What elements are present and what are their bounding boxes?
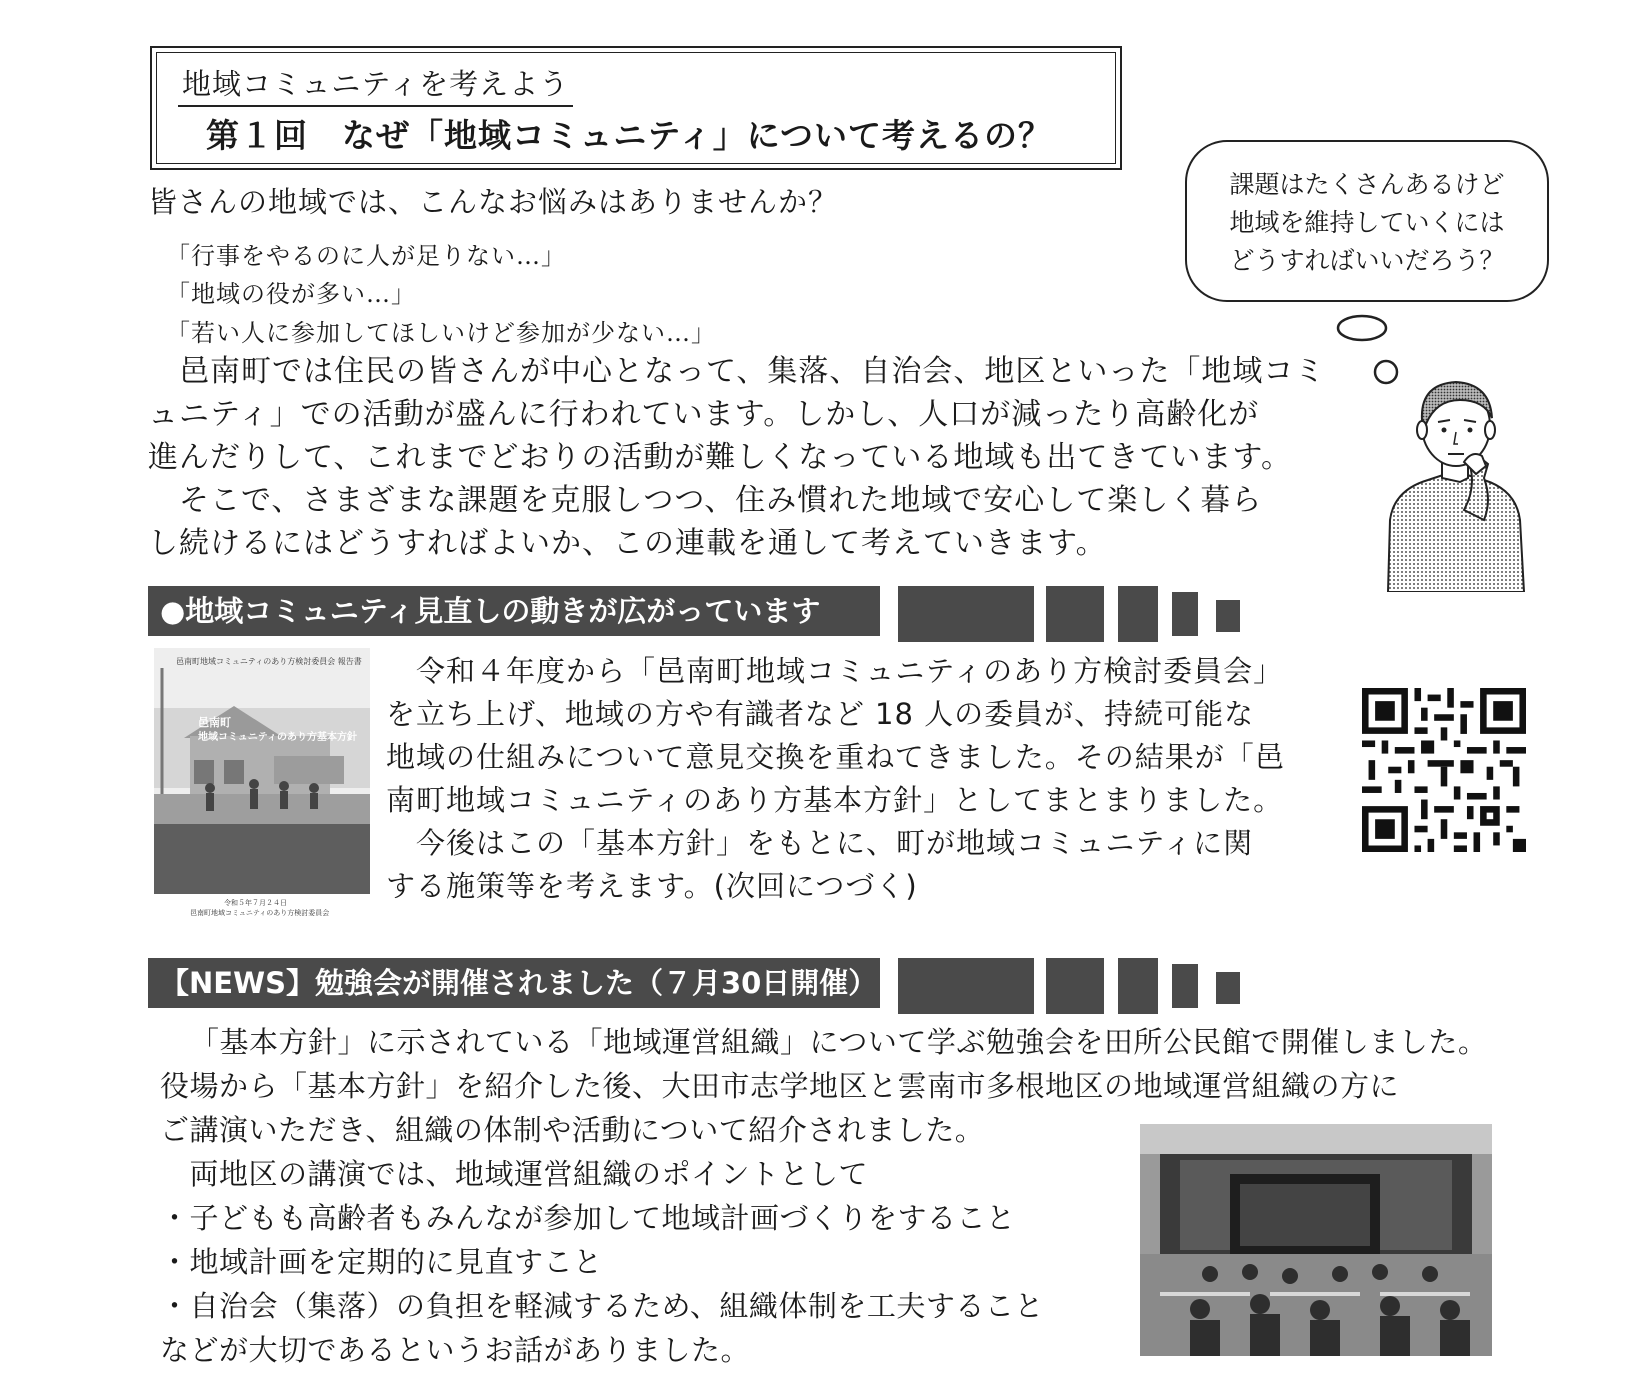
cover-title-line2: 地域コミュニティのあり方基本方針 xyxy=(198,732,357,743)
worry-quote: 「行事をやるのに人が足りない…」 xyxy=(166,242,566,270)
series-title: 地域コミュニティを考えよう xyxy=(178,62,573,107)
body-line: 地域の仕組みについて意見交換を重ねてきました。その結果が「邑 xyxy=(386,740,1285,774)
body-line: 両地区の講演では、地域運営組織のポイントとして xyxy=(160,1157,869,1191)
body-line: 「基本方針」に示されている「地域運営組織」について学ぶ勉強会を田所公民館で開催しました。 xyxy=(190,1025,1488,1059)
study-session-photo xyxy=(1140,1124,1492,1356)
bubble-line: 地域を維持していくには xyxy=(1229,208,1505,237)
bullet-item: ・子どもも高齢者もみんなが参加して地域計画づくりをすること xyxy=(160,1201,1016,1235)
bullet-item: ・自治会（集落）の負担を軽減するため、組織体制を工夫すること xyxy=(160,1289,1044,1323)
decor-block xyxy=(1118,586,1158,642)
body-line: ュニティ」での活動が盛んに行われています。しかし、人口が減ったり高齢化が xyxy=(148,397,1260,432)
body-line: する施策等を考えます。(次回につづく) xyxy=(386,869,918,903)
body-line: 令和４年度から「邑南町地域コミュニティのあり方検討委員会」 xyxy=(386,654,1284,688)
body-line: 今後はこの「基本方針」をもとに、町が地域コミュニティに関 xyxy=(386,826,1254,860)
section1-body xyxy=(386,650,1285,908)
thinking-man-illustration xyxy=(1380,370,1530,592)
decor-block xyxy=(1172,964,1198,1008)
worry-quote: 「若い人に参加してほしいけど参加が少ない…」 xyxy=(166,319,716,347)
section-heading: ●地域コミュニティ見直しの動きが広がっています xyxy=(148,586,880,636)
decor-block xyxy=(1046,958,1104,1014)
cover-date: 令和５年７月２４日 xyxy=(224,899,287,907)
decor-block xyxy=(898,586,1034,642)
decor-block xyxy=(1172,592,1198,636)
body-line: ご講演いただき、組織の体制や活動について紹介されました。 xyxy=(160,1113,985,1147)
thought-bubble xyxy=(1185,140,1549,302)
body-line: 役場から「基本方針」を紹介した後、大田市志学地区と雲南市多根地区の地域運営組織の方に xyxy=(160,1069,1400,1103)
intro-lead: 皆さんの地域では、こんなお悩みはありませんか？ xyxy=(148,185,839,219)
body-line: を立ち上げ、地域の方や有識者など 18 人の委員が、持続可能な xyxy=(386,697,1255,731)
intro-body xyxy=(148,350,1325,565)
qr-code[interactable] xyxy=(1362,688,1526,852)
body-line: 邑南町では住民の皆さんが中心となって、集落、自治会、地区といった「地域コミ xyxy=(148,354,1326,389)
section-heading: 【NEWS】勉強会が開催されました（７月30日開催） xyxy=(148,958,880,1008)
report-cover-image xyxy=(154,648,370,920)
episode-title: 第１回 なぜ「地域コミュニティ」について考えるの？ xyxy=(206,116,1053,155)
worry-quote: 「地域の役が多い…」 xyxy=(166,280,416,308)
bubble-line: どうすればいいだろう？ xyxy=(1229,246,1505,275)
cover-top-caption: 邑南町地域コミュニティのあり方検討委員会 報告書 xyxy=(176,657,362,666)
body-line: などが大切であるというお話がありました。 xyxy=(160,1333,751,1367)
decor-block xyxy=(1046,586,1104,642)
body-line: 南町地域コミュニティのあり方基本方針」としてまとまりました。 xyxy=(386,783,1284,817)
bullet-item: ・地域計画を定期的に見直すこと xyxy=(160,1245,603,1279)
body-line: し続けるにはどうすればよいか、この連載を通して考えていきます。 xyxy=(148,526,1107,561)
cover-title-line1: 邑南町 xyxy=(198,716,231,729)
body-line: 進んだりして、これまでどおりの活動が難しくなっている地域も出てきています。 xyxy=(148,440,1292,475)
decor-block xyxy=(898,958,1034,1014)
cover-org: 邑南町地域コミュニティのあり方検討委員会 xyxy=(190,909,330,917)
body-line: そこで、さまざまな課題を克服しつつ、住み慣れた地域で安心して楽しく暮ら xyxy=(148,483,1263,518)
decor-block xyxy=(1216,972,1240,1004)
decor-block xyxy=(1118,958,1158,1014)
decor-block xyxy=(1216,600,1240,632)
bubble-line: 課題はたくさんあるけど xyxy=(1229,170,1505,199)
title-box xyxy=(150,46,1122,170)
